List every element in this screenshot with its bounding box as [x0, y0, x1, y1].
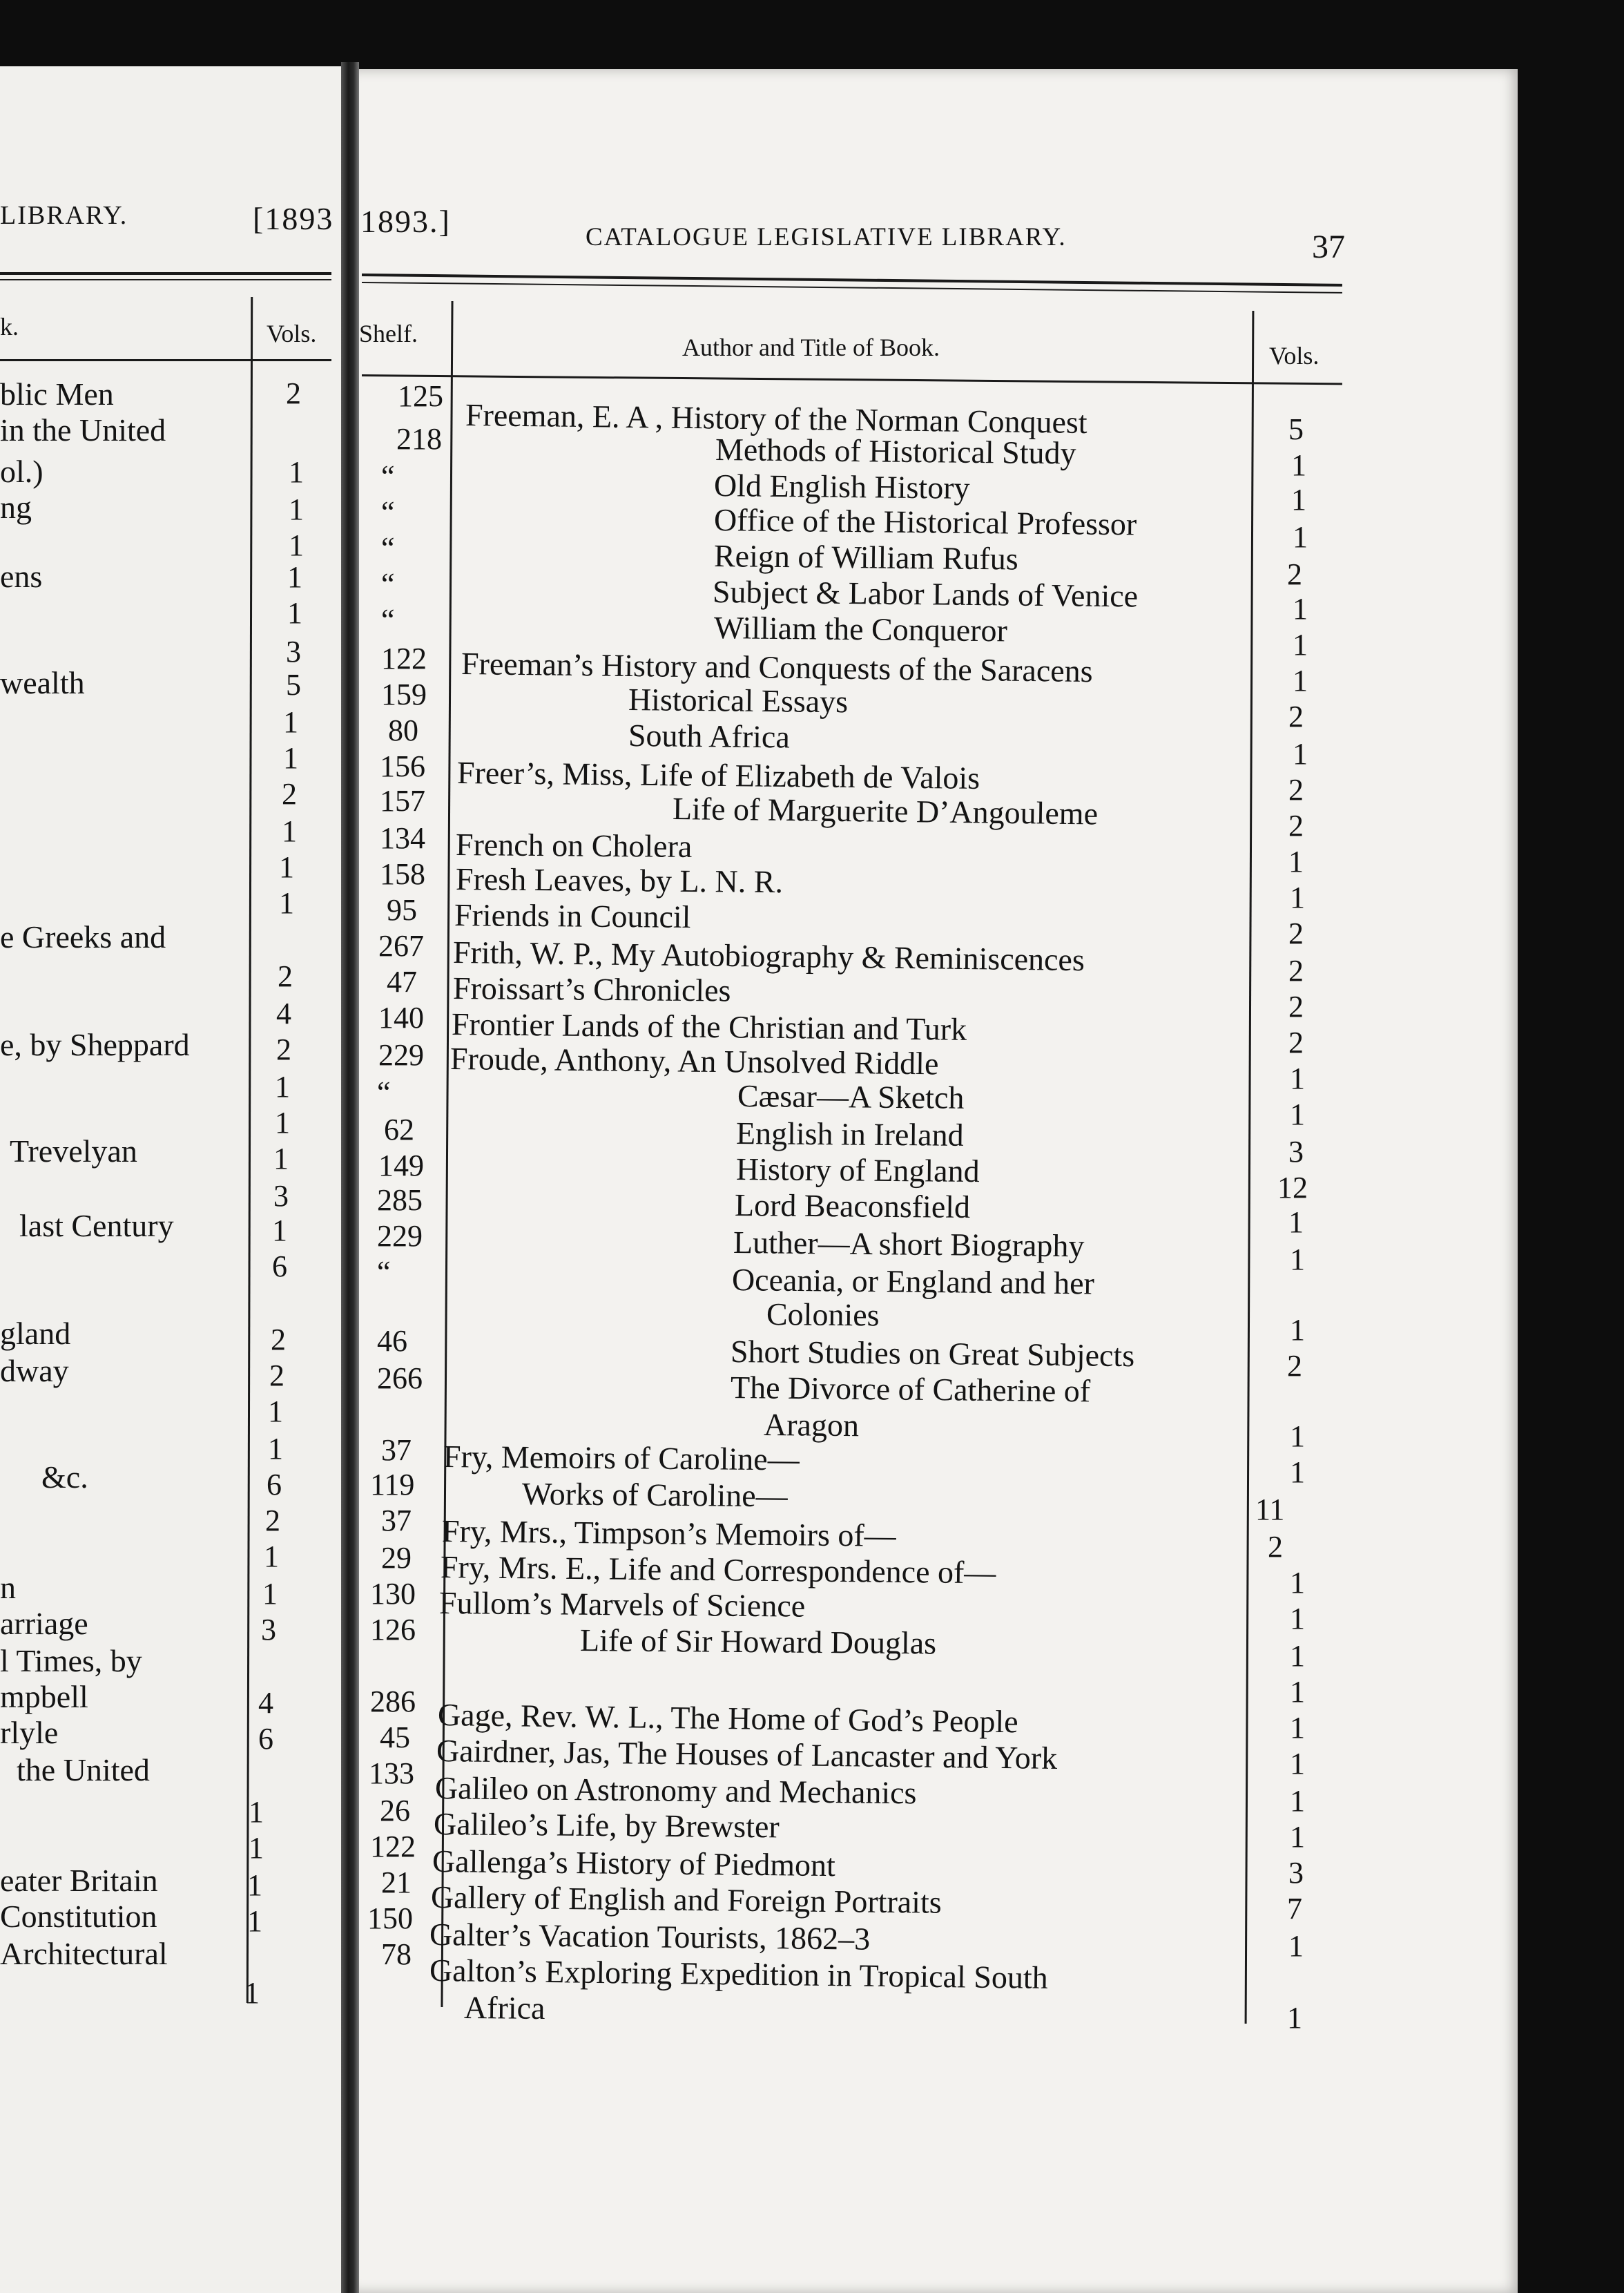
left-vols-cell: 2 [269, 1359, 284, 1392]
shelf-cell: “ [381, 567, 395, 601]
vols-cell: 1 [1291, 448, 1306, 482]
left-header-rule-top [0, 272, 331, 275]
left-vols-cell: 1 [273, 1142, 289, 1176]
entry-text: Aragon [763, 1407, 860, 1443]
left-vols-cell: 2 [278, 959, 293, 993]
left-header-library: LIBRARY. [0, 201, 128, 230]
left-vols-cell: 4 [258, 1686, 273, 1720]
left-vols-cell: 5 [286, 668, 301, 702]
entry-text: Gairdner, Jas, The Houses of Lancaster and York [436, 1733, 1058, 1776]
vols-cell: 1 [1288, 845, 1304, 879]
left-fragment-text: n [0, 1570, 16, 1605]
vols-cell: 1 [1293, 737, 1308, 771]
book-gutter [341, 62, 359, 2293]
vols-cell: 1 [1290, 1455, 1305, 1489]
vols-cell: 1 [1290, 1675, 1305, 1709]
entry-text: Freeman, E. A , History of the Norman Conquest [465, 397, 1088, 441]
left-fragment-text: eater Britain [0, 1863, 158, 1898]
left-fragment-text: &c. [41, 1459, 88, 1495]
shelf-cell: 21 [381, 1865, 412, 1899]
left-header-year: [1893 [253, 201, 334, 236]
right-header-title: CATALOGUE LEGISLATIVE LIBRARY. [586, 223, 1067, 251]
entry-text: History of England [735, 1151, 980, 1189]
vols-cell: 1 [1293, 664, 1308, 698]
left-vols-cell: 6 [267, 1468, 282, 1502]
entry-text: Works of Caroline— [521, 1476, 788, 1514]
left-fragment-text: arriage [0, 1606, 88, 1641]
left-vols-cell: 1 [264, 1539, 279, 1573]
shelf-cell: 47 [387, 965, 417, 999]
entry-text: Short Studies on Great Subjects [730, 1334, 1135, 1374]
entry-text: Frontier Lands of the Christian and Turk [451, 1006, 967, 1047]
vols-cell: 1 [1293, 592, 1308, 626]
left-vols-cell: 1 [287, 560, 302, 594]
shelf-cell: 266 [377, 1361, 423, 1395]
shelf-cell: 267 [378, 929, 424, 963]
left-fragment-text: last Century [19, 1208, 174, 1243]
shelf-cell: 29 [381, 1541, 412, 1575]
left-vols-cell: 6 [272, 1249, 287, 1283]
vols-cell: 1 [1290, 1747, 1305, 1781]
vols-cell: 1 [1291, 483, 1306, 517]
left-vols-cell: 1 [275, 1070, 290, 1104]
vols-cell: 1 [1290, 1602, 1305, 1635]
vols-cell: 1 [1290, 1243, 1305, 1276]
shelf-cell: 133 [369, 1756, 414, 1790]
left-vols-cell: 1 [249, 1831, 264, 1865]
shelf-cell: 134 [380, 821, 425, 855]
left-fragment-text: rlyle [0, 1715, 59, 1750]
entry-text: Reign of William Rufus [713, 538, 1018, 577]
entry-text: Freer’s, Miss, Life of Elizabeth de Valois [456, 755, 980, 796]
entry-text: Life of Marguerite D’Angouleme [672, 791, 1099, 832]
vols-cell: 2 [1287, 557, 1302, 591]
left-vols-cell: 2 [271, 1323, 286, 1356]
left-vols-cell: 1 [289, 492, 304, 526]
vols-cell: 1 [1293, 520, 1308, 554]
vols-cell: 3 [1288, 1135, 1304, 1169]
left-colhead-underline [0, 359, 331, 361]
left-vols-cell: 1 [244, 1976, 260, 2010]
left-vols-cell: 3 [286, 635, 301, 669]
left-vols-cell: 2 [282, 777, 297, 811]
vols-cell: 7 [1287, 1892, 1302, 1926]
left-vols-cell: 1 [287, 596, 302, 630]
left-vols-cell: 1 [275, 1106, 290, 1140]
left-vols-cell: 4 [276, 997, 291, 1030]
entry-text: Old English History [713, 468, 970, 506]
left-vols-cell: 1 [247, 1868, 262, 1902]
vols-cell: 1 [1288, 1205, 1304, 1239]
shelf-cell: 126 [370, 1613, 416, 1647]
left-vols-cell: 1 [262, 1577, 278, 1611]
left-fragment-text: l Times, by [0, 1643, 142, 1678]
entry-text: Freeman’s History and Conquests of the Saracens [461, 646, 1093, 689]
entry-text: Historical Essays [628, 682, 849, 720]
entry-text: Frith, W. P., My Autobiography & Reminiscences [452, 934, 1085, 978]
shelf-cell: 150 [367, 1901, 413, 1935]
vols-cell: 5 [1288, 412, 1304, 446]
entry-text: Froissart’s Chronicles [452, 970, 731, 1008]
shelf-cell: 119 [370, 1468, 415, 1502]
shelf-cell: 218 [396, 422, 442, 456]
vols-cell: 1 [1290, 1062, 1305, 1095]
left-fragment-text: ol.) [0, 454, 44, 489]
vols-cell: 1 [1287, 2001, 1302, 2035]
left-vols-cell: 1 [247, 1904, 262, 1938]
entry-text: William the Conqueror [713, 610, 1008, 649]
vols-cell: 1 [1290, 1566, 1305, 1600]
shelf-cell: “ [381, 603, 395, 637]
shelf-cell: 62 [384, 1113, 414, 1146]
col-head-author-title: Author and Title of Book. [682, 334, 940, 361]
vols-cell: 1 [1290, 1820, 1305, 1854]
left-vols-cell: 2 [276, 1033, 291, 1066]
vols-cell: 1 [1290, 1639, 1305, 1673]
left-vols-cell: 1 [282, 814, 297, 848]
left-fragment-text: e Greeks and [0, 919, 166, 954]
vols-cell: 2 [1288, 954, 1304, 988]
left-vols-cell: 3 [261, 1613, 276, 1647]
left-vols-cell: 1 [272, 1213, 287, 1247]
shelf-cell: 78 [381, 1937, 412, 1971]
vols-cell: 1 [1290, 1313, 1305, 1347]
left-fragment-text: Constitution [0, 1899, 157, 1934]
entry-text: South Africa [628, 718, 791, 755]
left-vols-cell: 2 [265, 1504, 280, 1537]
entry-text: The Divorce of Catherine of [730, 1370, 1091, 1409]
entry-text: Gallenga’s History of Piedmont [432, 1843, 836, 1883]
shelf-cell: 229 [378, 1038, 424, 1072]
left-fragment-text: the United [17, 1752, 150, 1787]
entry-text: Office of the Historical Professor [713, 502, 1137, 542]
shelf-cell: 285 [377, 1183, 423, 1217]
vols-cell: 11 [1255, 1493, 1285, 1526]
entry-text: Froude, Anthony, An Unsolved Riddle [450, 1041, 939, 1082]
shelf-cell: 159 [381, 678, 427, 711]
left-fragment-text: in the United [0, 412, 166, 448]
left-fragment-text: mpbell [0, 1679, 88, 1714]
left-fragment-text: e, by Sheppard [0, 1027, 190, 1062]
shelf-cell: 149 [378, 1149, 424, 1182]
left-fragment-text: gland [0, 1316, 71, 1351]
vols-cell: 1 [1290, 1419, 1305, 1453]
shelf-cell: 156 [380, 749, 425, 783]
entry-text: Oceania, or England and her [731, 1262, 1095, 1301]
vols-cell: 1 [1290, 1784, 1305, 1818]
vols-cell: 2 [1288, 773, 1304, 807]
vols-cell: 2 [1288, 917, 1304, 950]
shelf-cell: 229 [377, 1219, 423, 1253]
shelf-cell: 122 [370, 1830, 416, 1863]
entry-text: Gage, Rev. W. L., The Home of God’s People [437, 1697, 1018, 1740]
vols-cell: 1 [1290, 1097, 1305, 1131]
shelf-cell: 45 [380, 1720, 410, 1754]
entry-text: Fry, Mrs., Timpson’s Memoirs of— [441, 1513, 896, 1553]
left-vols-cell: 1 [289, 528, 304, 562]
left-vols-cell: 1 [289, 455, 304, 489]
shelf-cell: 46 [377, 1324, 407, 1358]
shelf-cell: 37 [381, 1433, 412, 1467]
left-vols-cell: 1 [268, 1394, 283, 1428]
shelf-cell: 37 [381, 1504, 412, 1537]
left-col-head-vols: Vols. [267, 320, 317, 347]
shelf-cell: 157 [380, 784, 425, 818]
vols-cell: 2 [1288, 809, 1304, 843]
page-number: 37 [1312, 229, 1345, 265]
shelf-cell: “ [377, 1075, 391, 1109]
entry-text: Methods of Historical Study [715, 432, 1076, 471]
shelf-cell: 125 [398, 379, 443, 413]
vols-cell: 3 [1288, 1856, 1304, 1890]
shelf-cell: 122 [381, 642, 427, 675]
left-vols-cell: 6 [258, 1722, 273, 1756]
shelf-cell: “ [377, 1255, 391, 1289]
left-fragment-text: ens [0, 559, 43, 594]
entry-text: Galton’s Exploring Expedition in Tropical South [429, 1953, 1048, 1995]
left-vols-cell: 1 [279, 886, 294, 920]
entry-text: Fry, Mrs. E., Life and Correspondence of— [440, 1549, 996, 1591]
entry-text: Africa [463, 1990, 545, 2026]
entry-text: English in Ireland [735, 1115, 964, 1153]
shelf-cell: “ [381, 495, 395, 529]
entry-text: Friends in Council [454, 897, 691, 934]
entry-text: Lord Beaconsfield [734, 1187, 971, 1225]
vols-cell: 2 [1288, 1026, 1304, 1059]
left-vols-cell: 1 [283, 741, 298, 775]
left-col-head-title: k. [0, 313, 19, 340]
col-head-vols: Vols. [1269, 342, 1320, 370]
entry-text: Life of Sir Howard Douglas [579, 1622, 937, 1661]
shelf-cell: 158 [380, 857, 425, 891]
left-fragment-text: wealth [0, 665, 85, 700]
shelf-cell: 286 [370, 1685, 416, 1718]
vols-cell: 1 [1293, 628, 1308, 662]
entry-text: Fullom’s Marvels of Science [438, 1585, 806, 1624]
left-fragment-text: dway [0, 1353, 69, 1388]
left-header-rule-bottom [0, 279, 331, 280]
entry-text: Gallery of English and Foreign Portraits [430, 1879, 942, 1920]
left-fragment-text: blic Men [0, 376, 114, 412]
shelf-cell: “ [381, 459, 395, 493]
vols-cell: 1 [1290, 881, 1305, 914]
entry-text: Galter’s Vacation Tourists, 1862–3 [429, 1917, 871, 1957]
entry-text: Fry, Memoirs of Caroline— [443, 1439, 800, 1477]
entry-text: Fresh Leaves, by L. N. R. [455, 861, 784, 900]
left-fragment-text: Trevelyan [10, 1133, 137, 1169]
left-vols-cell: 1 [279, 850, 294, 884]
left-vols-cell: 1 [268, 1432, 283, 1466]
entry-text: Luther—A short Biography [733, 1225, 1085, 1264]
vols-cell: 2 [1288, 990, 1304, 1024]
entry-text: French on Cholera [455, 827, 693, 864]
entry-text: Galileo on Astronomy and Mechanics [434, 1770, 917, 1811]
shelf-cell: “ [381, 531, 395, 565]
vols-cell: 1 [1288, 1929, 1304, 1963]
shelf-cell: 130 [370, 1577, 416, 1611]
entry-text: Galileo’s Life, by Brewster [433, 1806, 780, 1845]
left-fragment-text: Architectural [0, 1936, 168, 1971]
vols-cell: 2 [1288, 700, 1304, 733]
left-vols-cell: 2 [286, 376, 301, 410]
left-vols-cell: 1 [249, 1795, 264, 1829]
shelf-cell: 26 [380, 1794, 410, 1827]
vols-cell: 1 [1290, 1711, 1305, 1745]
left-fragment-text: ng [0, 490, 32, 525]
left-vols-cell: 1 [283, 705, 298, 739]
shelf-cell: 140 [378, 1001, 424, 1035]
entry-text: Cæsar—A Sketch [737, 1078, 965, 1115]
shelf-cell: 80 [388, 713, 418, 747]
entry-text: Colonies [766, 1296, 880, 1333]
shelf-cell: 95 [387, 893, 417, 927]
vols-cell: 2 [1287, 1349, 1302, 1383]
vols-cell: 2 [1268, 1530, 1283, 1564]
vols-cell: 12 [1277, 1171, 1308, 1205]
left-vols-cell: 3 [273, 1179, 289, 1213]
right-header-year: 1893.] [360, 204, 451, 239]
col-head-shelf: Shelf. [359, 320, 418, 347]
entry-text: Subject & Labor Lands of Venice [712, 574, 1139, 614]
